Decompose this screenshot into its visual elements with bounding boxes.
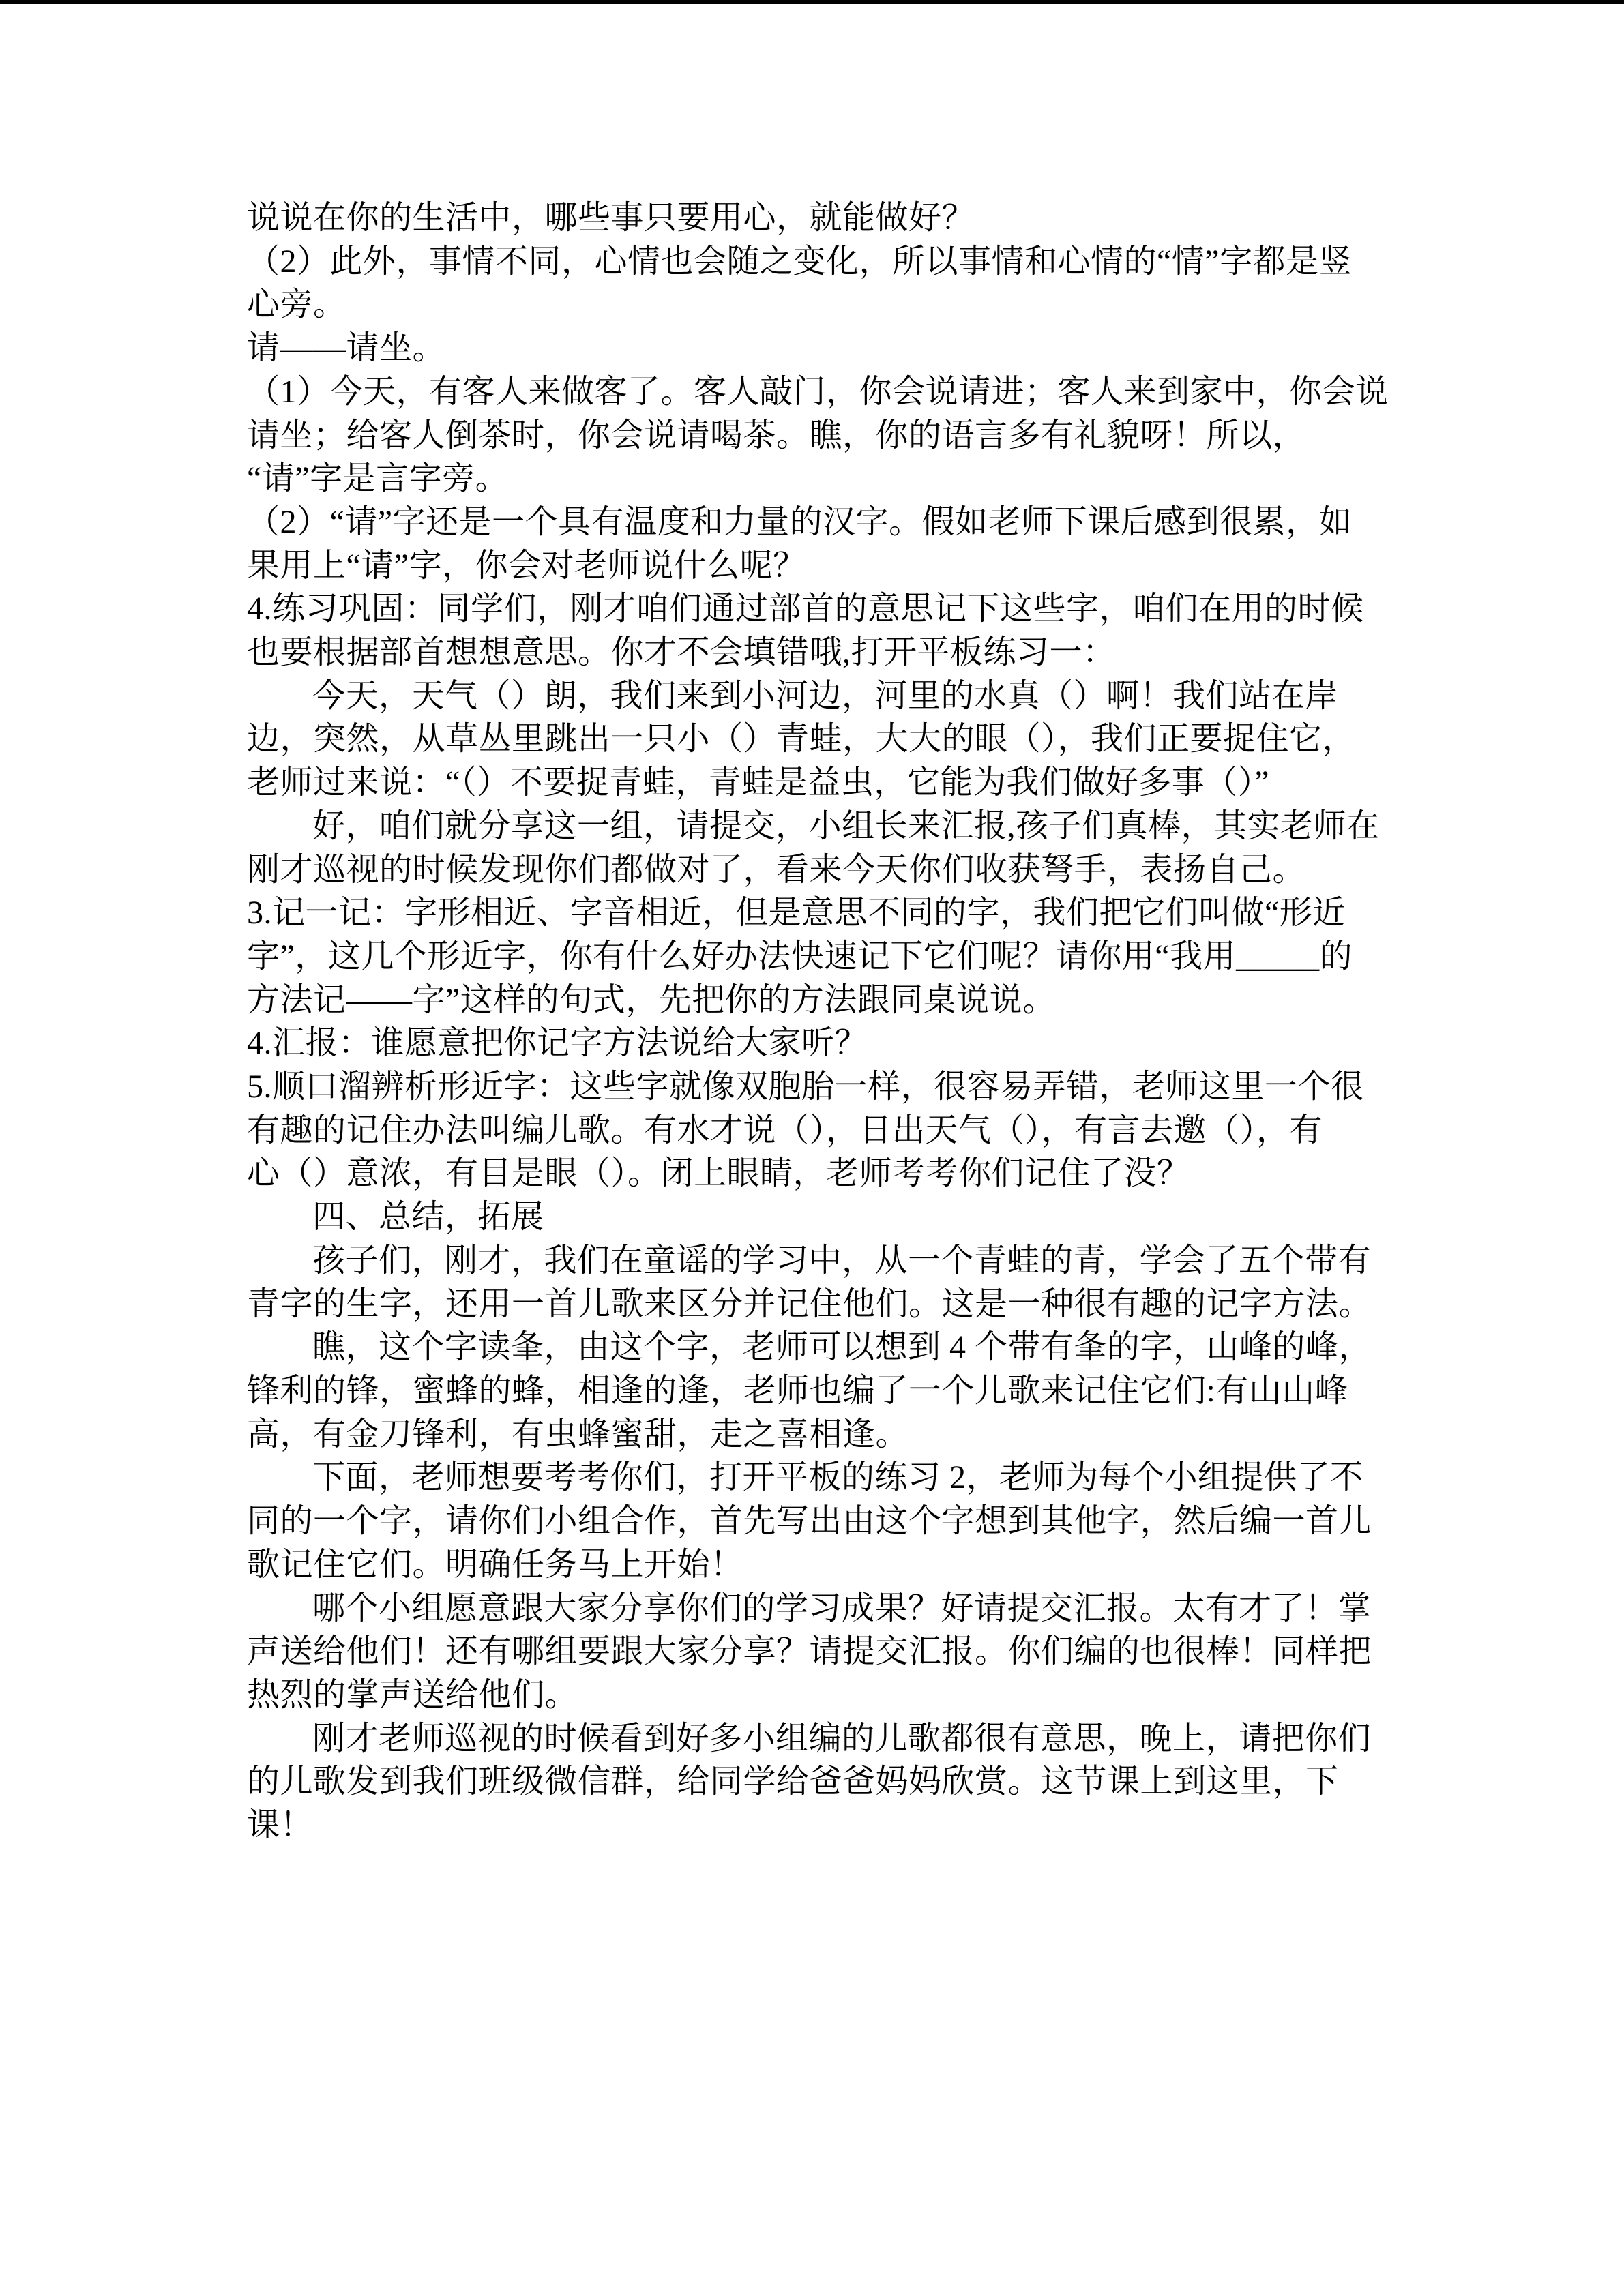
text-line: 歌记住它们。明确任务马上开始！ (247, 1546, 743, 1583)
text-line: 有趣的记住办法叫编儿歌。有水才说（），日出天气（），有言去邀（），有 (247, 1112, 1323, 1148)
text-line: 请坐；给客人倒茶时，你会说请喝茶。瞧，你的语言多有礼貌呀！所以， (247, 417, 1306, 453)
text-line: 3.记一记：字形相近、字音相近，但是意思不同的字，我们把它们叫做“形近 (247, 895, 1346, 931)
text-line: 方法记——字”这样的句式，先把你的方法跟同桌说说。 (247, 981, 1056, 1018)
text-line: 好，咱们就分享这一组，请提交，小组长来汇报,孩子们真棒，其实老师在 (312, 807, 1380, 844)
text-line: 4.汇报：谁愿意把你记字方法说给大家听？ (247, 1025, 868, 1062)
text-line: 说说在你的生活中，哪些事只要用心，就能做好？ (247, 200, 975, 236)
text-line: 边，突然，从草丛里跳出一只小（）青蛙，大大的眼（），我们正要捉住它， (247, 721, 1356, 758)
text-line: 孩子们，刚才，我们在童谣的学习中，从一个青蛙的青，学会了五个带有 (312, 1242, 1372, 1279)
text-line: “请”字是言字旁。 (247, 460, 509, 497)
text-line: （2）此外，事情不同，心情也会随之变化，所以事情和心情的“情”字都是竖 (247, 243, 1353, 280)
text-line: 高，有金刀锋利，有虫蜂蜜甜，走之喜相逢。 (247, 1416, 909, 1452)
text-line: （1）今天，有客人来做客了。客人敲门，你会说请进；客人来到家中，你会说 (247, 373, 1389, 410)
text-line: （2）“请”字还是一个具有温度和力量的汉字。假如老师下课后感到很累，如 (247, 503, 1353, 540)
text-line: 同的一个字，请你们小组合作，首先写出由这个字想到其他字，然后编一首儿 (247, 1503, 1372, 1540)
text-line: 心旁。 (247, 286, 346, 323)
text-line: 果用上“请”字，你会对老师说什么呢？ (247, 547, 806, 584)
text-line: 请——请坐。 (247, 330, 446, 367)
text-line: 心（）意浓，有目是眼（）。闭上眼睛，老师考考你们记住了没？ (247, 1155, 1190, 1192)
text-line: 青字的生字，还用一首儿歌来区分并记住他们。这是一种很有趣的记字方法。 (247, 1285, 1372, 1322)
text-line: 也要根据部首想想意思。你才不会填错哦,打开平板练习一： (247, 634, 1116, 671)
text-line: 锋利的锋，蜜蜂的蜂，相逢的逢，老师也编了一个儿歌来记住它们:有山山峰 (247, 1372, 1348, 1409)
text-line: 的儿歌发到我们班级微信群，给同学给爸爸妈妈欣赏。这节课上到这里，下 (247, 1763, 1339, 1800)
text-line: 哪个小组愿意跟大家分享你们的学习成果？好请提交汇报。太有才了！掌 (312, 1590, 1372, 1626)
text-line: 字”，这几个形近字，你有什么好办法快速记下它们呢？请你用“我用_____的 (247, 938, 1353, 974)
page-top-edge-bar (0, 0, 1624, 4)
text-line: 瞧，这个字读夆，由这个字，老师可以想到 4 个带有夆的字，山峰的峰， (312, 1329, 1372, 1366)
text-line: 今天，天气（）朗，我们来到小河边，河里的水真（）啊！我们站在岸 (312, 677, 1338, 714)
text-content (247, 196, 1400, 1847)
text-line: 5.顺口溜辨析形近字：这些字就像双胞胎一样，很容易弄错，老师这里一个很 (247, 1069, 1364, 1105)
text-line: 课！ (247, 1807, 314, 1844)
text-line: 热烈的掌声送给他们。 (247, 1676, 578, 1713)
text-line: 下面，老师想要考考你们，打开平板的练习 2，老师为每个小组提供了不 (312, 1459, 1363, 1496)
text-line: 刚才老师巡视的时候看到好多小组编的儿歌都很有意思，晚上，请把你们 (312, 1720, 1372, 1757)
text-line: 刚才巡视的时候发现你们都做对了，看来今天你们收获弩手，表扬自己。 (247, 851, 1306, 888)
text-line: 声送给他们！还有哪组要跟大家分享？请提交汇报。你们编的也很棒！同样把 (247, 1633, 1372, 1670)
text-line: 老师过来说：“（）不要捉青蛙，青蛙是益虫，它能为我们做好多事（）” (247, 764, 1270, 801)
text-line: 四、总结，拓展 (312, 1199, 544, 1236)
text-line: 4.练习巩固：同学们，刚才咱们通过部首的意思记下这些字，咱们在用的时候 (247, 591, 1364, 627)
